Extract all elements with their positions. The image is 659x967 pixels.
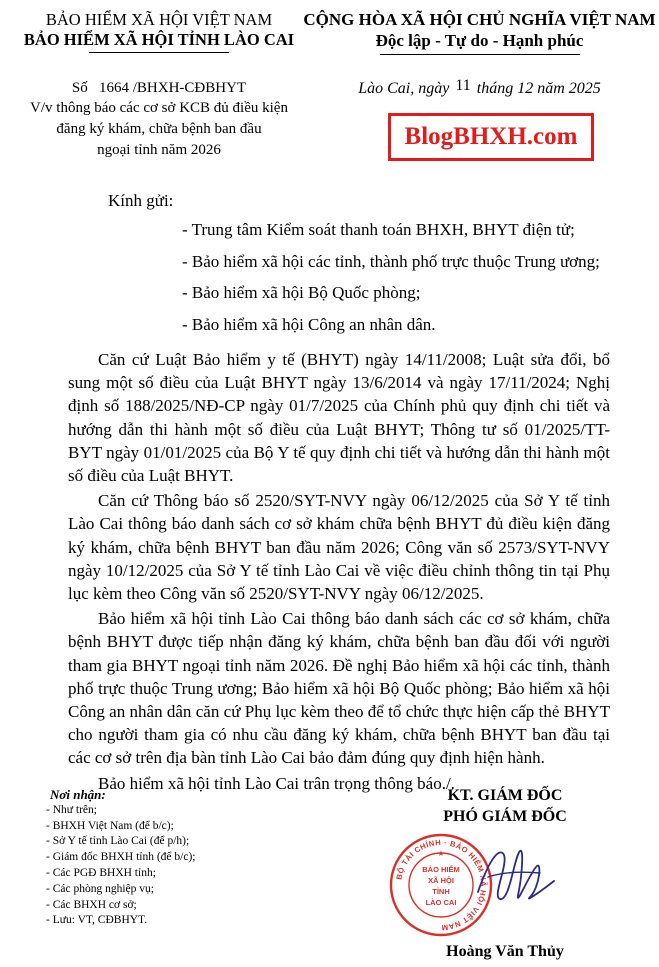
recipient-item: - Bảo hiểm xã hội các tỉnh, thành phố trực thuộc Trung ương; [182, 251, 600, 271]
agency-parent: BẢO HIỂM XÃ HỘI VIỆT NAM [45, 10, 273, 29]
signer-authority: KT. GIÁM ĐỐC [447, 787, 563, 804]
body-paragraph: Bảo hiểm xã hội tỉnh Lào Cai thông báo danh sách các cơ sở khám, chữa bệnh BHYT được tiếp nhận đăng ký khám, chữa bệnh ban đầu đối với người tham gia BHYT ngoại tỉnh năm 2026. Đề nghị Bảo hiểm xã hội các tỉnh, thành phố trực thuộc Trung ương; Bảo hiểm xã hội Bộ Quốc phòng; Bảo hiểm xã hội Công an nhân dân căn cứ Phụ lục kèm theo để tổ chức thực hiện cấp thẻ BHYT cho người tham gia có nhu cầu đăng ký khám, chữa bệnh BHYT ban đầu tại các cơ sở trên địa bàn tỉnh Lào Cai bảo đảm đúng quy định hiện hành. [68, 609, 610, 768]
svg-text:TỈNH: TỈNH [432, 887, 450, 896]
distribution-item: - Các BHXH cơ sở; [46, 898, 137, 911]
national-header [300, 10, 659, 55]
watermark-badge [388, 113, 594, 161]
svg-text:BẢO HIỂM: BẢO HIỂM [422, 865, 460, 874]
distribution-item: - Các PGĐ BHXH tỉnh; [46, 866, 156, 879]
document-subject: V/v thông báo các cơ sở KCB đủ điều kiện đăng ký khám, chữa bệnh ban đầu ngoại tỉnh năm 2026 [30, 100, 288, 158]
recipient-list [182, 214, 600, 340]
signer-title: PHÓ GIÁM ĐỐC [443, 808, 567, 825]
body-paragraph: Bảo hiểm xã hội tỉnh Lào Cai trân trọng thông báo./. [98, 773, 455, 793]
agency-header [0, 10, 318, 53]
salutation: Kính gửi: [108, 191, 174, 210]
issue-day: 11 [455, 77, 471, 94]
svg-text:BỘ TÀI CHÍNH · BẢO HIỂM XÃ HỘI: BỘ TÀI CHÍNH · BẢO HIỂM XÃ HỘI VIỆT NAM [394, 837, 489, 933]
distribution-item: - BHXH Việt Nam (để b/c); [46, 819, 174, 832]
distribution-item: - Sở Y tế tỉnh Lào Cai (để p/h); [46, 835, 190, 848]
distribution-title: Nơi nhận: [50, 787, 106, 802]
recipient-item: - Bảo hiểm xã hội Công an nhân dân. [182, 314, 436, 334]
agency-name: BẢO HIỂM XÃ HỘI TỈNH LÀO CAI [23, 30, 295, 49]
nation-title: CỘNG HÒA XÃ HỘI CHỦ NGHĨA VIỆT NAM [303, 10, 656, 29]
document-number: Số 1664 /BHXH-CĐBHYT [71, 80, 247, 96]
recipient-item: - Trung tâm Kiểm soát thanh toán BHXH, BHYT điện tử; [182, 220, 575, 239]
svg-text:★: ★ [437, 849, 445, 858]
motto-underline [380, 54, 580, 55]
signer-name: Hoàng Văn Thủy [446, 943, 564, 960]
distribution-item: - Lưu: VT, CĐBHYT. [46, 914, 148, 927]
body-paragraph: Căn cứ Luật Bảo hiểm y tế (BHYT) ngày 14/11/2008; Luật sửa đổi, bổ sung một số điều của Luật BHYT ngày 13/6/2014 và ngày 17/11/2024; Nghị định số 188/2025/NĐ-CP ngày 01/7/2025 của Chính phủ quy định chi tiết và hướng dẫn thi hành một số điều của Luật BHYT; Thông tư số 01/2025/TT-BYT ngày 01/01/2025 của Bộ Y tế quy định chi tiết và hướng dẫn thi hành một số điều của Luật BHYT. [68, 350, 610, 486]
national-motto: Độc lập - Tự do - Hạnh phúc [375, 31, 584, 50]
issue-date: Lào Cai, ngày 11 tháng 12 năm 2025 [358, 77, 601, 97]
svg-text:LÀO CAI: LÀO CAI [425, 898, 457, 907]
recipient-item: - Bảo hiểm xã hội Bộ Quốc phòng; [182, 283, 421, 302]
distribution-item: - Giám đốc BHXH tỉnh (để b/c); [46, 851, 196, 864]
distribution-item: - Như trên; [46, 803, 97, 816]
svg-text:XÃ HỘI: XÃ HỘI [428, 876, 454, 885]
watermark-text: BlogBHXH.com [404, 123, 578, 150]
document-number-value: 1664 [99, 80, 129, 96]
distribution-list [46, 787, 286, 929]
body-paragraph: Căn cứ Thông báo số 2520/SYT-NVY ngày 06/12/2025 của Sở Y tế tỉnh Lào Cai thông báo danh sách cơ sở khám chữa bệnh BHYT đủ điều kiện đăng ký khám, chữa bệnh BHYT ban đầu năm 2026; Công văn số 2573/SYT-NVY ngày 10/12/2025 của Sở Y tế tỉnh Lào Cai về việc điều chỉnh thông tin tại Phụ lục kèm theo Công văn số 2520/SYT-NVY ngày 06/12/2025. [68, 491, 610, 604]
document-body [68, 348, 610, 795]
handwritten-signature [470, 837, 560, 917]
agency-underline [89, 52, 229, 53]
distribution-item: - Các phòng nghiệp vụ; [46, 882, 154, 895]
